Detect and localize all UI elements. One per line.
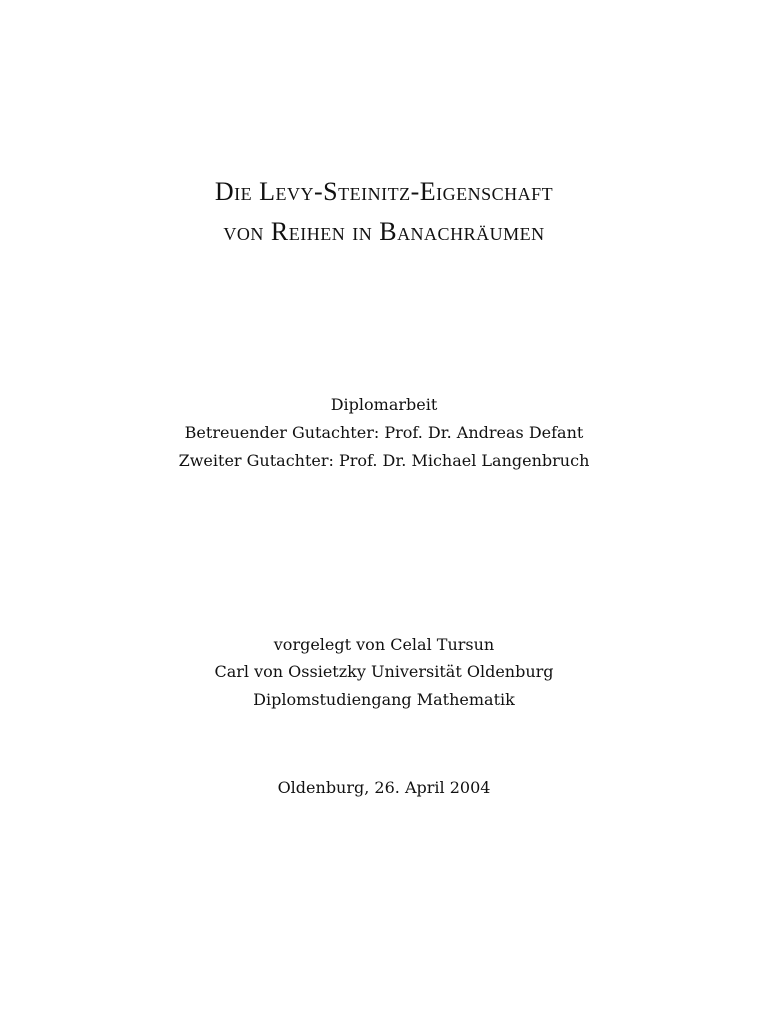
second-examiner: Zweiter Gutachter: Prof. Dr. Michael Langenbruch bbox=[178, 451, 590, 470]
study-program: Diplomstudiengang Mathematik bbox=[253, 690, 515, 709]
place-date: Oldenburg, 26. April 2004 bbox=[277, 778, 491, 797]
submitted-by: vorgelegt von Celal Tursun bbox=[273, 635, 495, 654]
first-examiner: Betreuender Gutachter: Prof. Dr. Andreas Defant bbox=[184, 423, 584, 442]
university: Carl von Ossietzky Universität Oldenburg bbox=[214, 662, 554, 681]
title-line-1: Die Levy-Steinitz-Eigenschaft bbox=[214, 177, 554, 206]
title-line-2: von Reihen in Banachräumen bbox=[223, 217, 545, 246]
thesis-type: Diplomarbeit bbox=[330, 395, 438, 414]
